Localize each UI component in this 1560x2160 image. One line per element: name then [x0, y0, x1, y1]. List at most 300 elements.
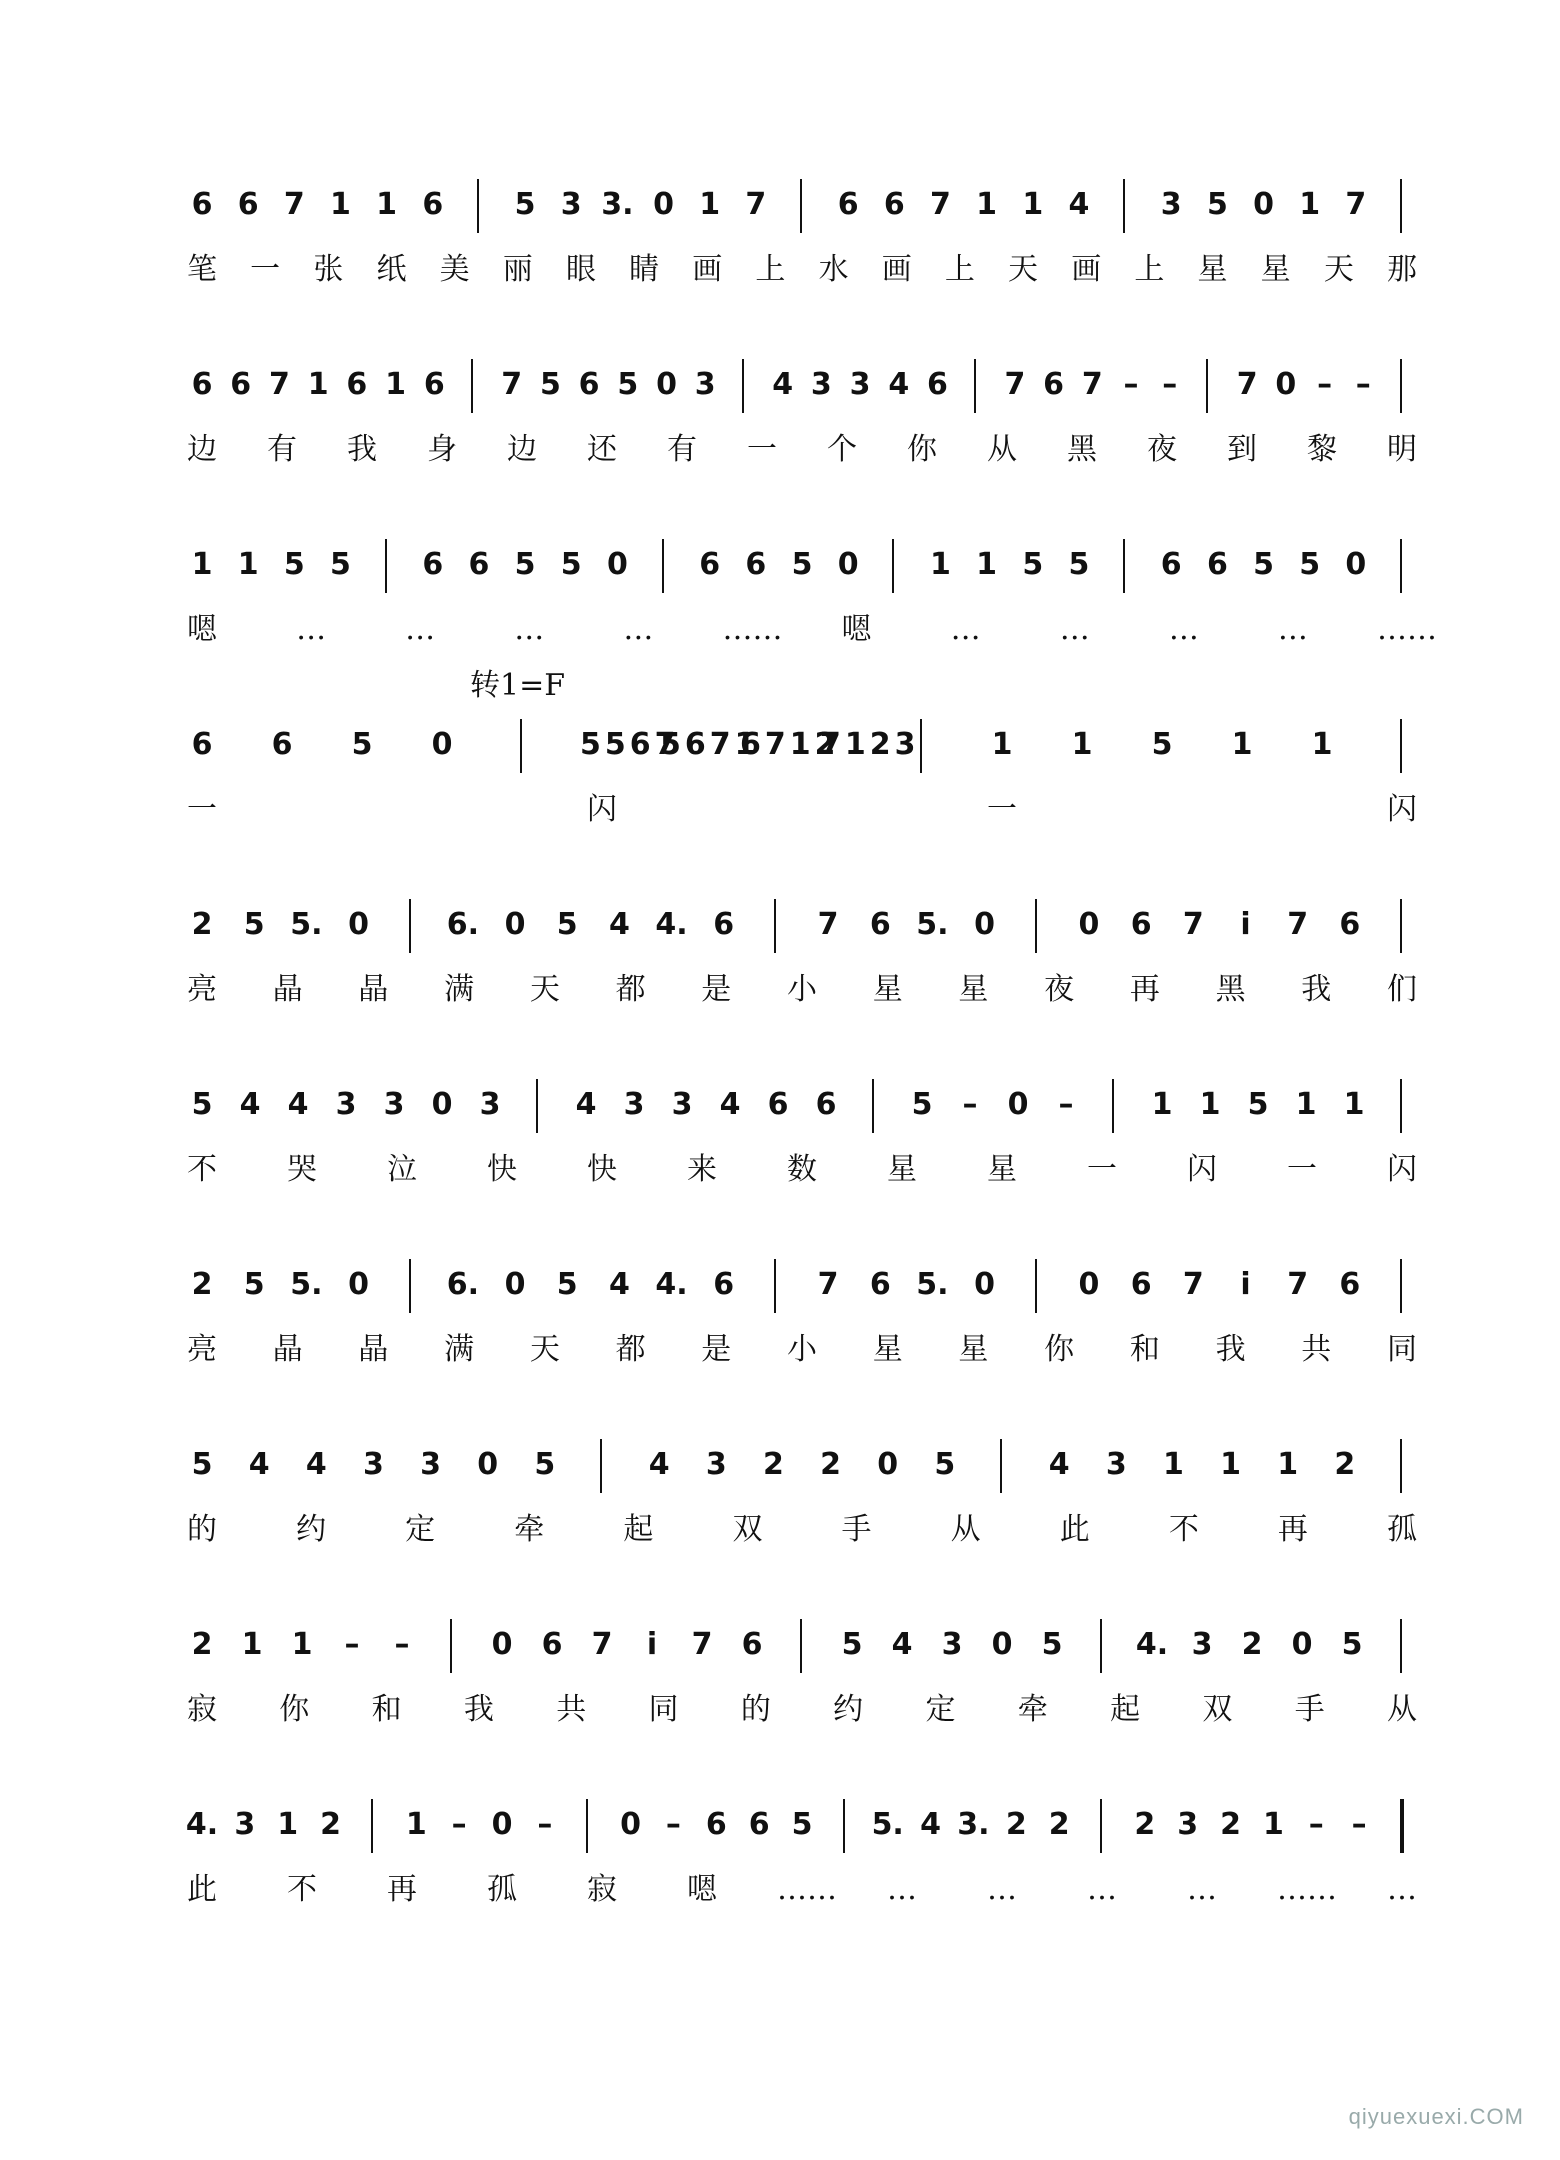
key-change-label: 转1=F	[470, 668, 566, 703]
lyric-line	[0, 965, 1560, 1015]
note: 0	[837, 547, 859, 582]
lyric-char: 一	[1287, 1152, 1317, 1187]
lyric-char: 上	[755, 252, 786, 287]
barline	[1400, 899, 1402, 953]
note: 6	[713, 1267, 735, 1302]
lyric-char: 从	[1387, 1692, 1417, 1727]
lyric-char: 双	[1202, 1692, 1233, 1727]
note: 6	[578, 367, 600, 402]
barline	[1400, 359, 1402, 413]
barline	[1400, 539, 1402, 593]
note: 5	[841, 1627, 863, 1662]
note: 0	[974, 907, 996, 942]
lyric-char: …	[1387, 1872, 1417, 1907]
lyric-char: 上	[1134, 252, 1165, 287]
note: 7	[1236, 367, 1258, 402]
lyric-char: 天	[529, 1332, 560, 1367]
barline	[742, 359, 744, 413]
lyric-char: 此	[1059, 1512, 1090, 1547]
barline	[1035, 899, 1037, 953]
barline	[409, 899, 411, 953]
barline	[371, 1799, 373, 1853]
note: 3	[1105, 1447, 1127, 1482]
note: 1	[976, 547, 998, 582]
note: 5	[243, 907, 265, 942]
note: 5	[560, 547, 582, 582]
lyric-char: 泣	[387, 1152, 417, 1187]
note: 1	[930, 547, 951, 582]
score-row	[0, 355, 1560, 535]
note: 5	[556, 1267, 578, 1302]
lyric-char: 一	[250, 252, 281, 287]
note: 4	[719, 1087, 741, 1122]
lyric-line	[0, 1505, 1560, 1555]
lyric-char: 定	[925, 1692, 956, 1727]
note: 6	[422, 187, 444, 222]
lyric-char: 天	[529, 972, 560, 1007]
note: 1	[1299, 187, 1321, 222]
note: 2	[320, 1807, 341, 1842]
lyric-char: …	[296, 612, 327, 647]
note: 7	[817, 907, 839, 942]
note: 6	[869, 1267, 891, 1302]
note: 0	[1275, 367, 1297, 402]
lyric-line	[0, 425, 1560, 475]
lyric-char: 孤	[487, 1872, 517, 1907]
note: 3	[1191, 1627, 1213, 1662]
note: 1	[991, 727, 1013, 762]
lyric-char: 一	[747, 432, 777, 467]
note: 6	[1043, 367, 1065, 402]
lyric-char: 星	[872, 1332, 903, 1367]
lyric-char: 一	[987, 792, 1017, 827]
lyric-char: …	[1277, 612, 1308, 647]
lyric-char: 笔	[187, 252, 217, 287]
score-row	[0, 1435, 1560, 1615]
note: 5	[243, 1267, 265, 1302]
note: 6	[741, 1627, 763, 1662]
barline	[1206, 359, 1208, 413]
note: 1	[307, 367, 329, 402]
note: 7	[930, 187, 951, 222]
lyric-char: 寂	[587, 1872, 617, 1907]
barline	[1123, 539, 1125, 593]
note-line	[0, 715, 1560, 775]
note: 7	[283, 187, 305, 222]
note: 4	[575, 1087, 597, 1122]
lyric-char: 星	[887, 1152, 917, 1187]
note: 5	[791, 547, 813, 582]
note-line	[0, 175, 1560, 235]
note: 0	[431, 727, 453, 762]
note: 5	[514, 547, 536, 582]
barline	[1400, 719, 1402, 773]
note: 7	[1345, 187, 1367, 222]
note: 0	[1253, 187, 1274, 222]
lyric-char: 数	[787, 1152, 817, 1187]
watermark: qiyuexuexi.COM	[1348, 2104, 1524, 2129]
score-row	[0, 895, 1560, 1075]
note: 1	[376, 187, 398, 222]
lyric-char: ……	[777, 1872, 837, 1907]
lyric-char: 我	[463, 1692, 494, 1727]
lyric-char: 闪	[587, 792, 617, 827]
note: 6	[237, 187, 259, 222]
note: 1	[976, 187, 998, 222]
note: –	[1317, 367, 1333, 402]
note: 1	[1162, 1447, 1184, 1482]
note: 2	[191, 1267, 213, 1302]
score-row	[0, 1255, 1560, 1435]
note: 4.	[655, 907, 688, 942]
lyric-char: 星	[872, 972, 903, 1007]
lyric-char: 共	[1301, 1332, 1332, 1367]
lyric-char: 个	[827, 432, 857, 467]
lyric-char: 一	[187, 792, 217, 827]
lyric-char: 画	[881, 252, 912, 287]
lyric-char: 闪	[1387, 1152, 1417, 1187]
note: 5	[283, 547, 305, 582]
note: 6	[927, 367, 948, 402]
lyric-char: 寂	[187, 1692, 217, 1727]
note: 5	[1151, 727, 1173, 762]
lyric-char: 边	[507, 432, 537, 467]
lyric-char: 夜	[1044, 972, 1075, 1007]
barline	[974, 359, 976, 413]
lyric-char: 哭	[287, 1152, 317, 1187]
note: 1	[1220, 1447, 1241, 1482]
note: 6	[713, 907, 735, 942]
note: 1	[699, 187, 721, 222]
note: 6	[1339, 1267, 1361, 1302]
note: 4.	[185, 1807, 219, 1842]
note: 7	[1182, 1267, 1204, 1302]
note: 4	[305, 1447, 327, 1482]
note: 4	[608, 1267, 630, 1302]
note: 5	[934, 1447, 956, 1482]
lyric-char: 睛	[629, 252, 660, 287]
lyric-char: 手	[1294, 1692, 1325, 1727]
note: 3.	[957, 1807, 990, 1842]
note: 1	[1151, 1087, 1173, 1122]
note: 3	[420, 1447, 441, 1482]
note: 2	[1241, 1627, 1263, 1662]
note: 5	[911, 1087, 933, 1122]
note: 1	[237, 547, 259, 582]
note: 6	[1130, 907, 1152, 942]
lyric-char: 星	[987, 1152, 1017, 1187]
note: 6	[1130, 1267, 1152, 1302]
note: 4	[1048, 1447, 1070, 1482]
note: 6	[815, 1087, 837, 1122]
lyric-char: 再	[1129, 972, 1160, 1007]
lyric-char: …	[623, 612, 654, 647]
note: –	[1355, 367, 1371, 402]
note: 0	[606, 547, 628, 582]
note: 6712	[740, 727, 840, 762]
note: 6	[191, 367, 213, 402]
note: i	[646, 1627, 658, 1662]
note: 6	[883, 187, 905, 222]
lyric-char: 同	[1387, 1332, 1417, 1367]
note: 1	[277, 1807, 299, 1842]
note: 5	[1247, 1087, 1269, 1122]
note: –	[1308, 1807, 1324, 1842]
lyric-char: 孤	[1387, 1512, 1417, 1547]
lyric-char: 们	[1387, 972, 1417, 1007]
note: 4.	[655, 1267, 688, 1302]
lyric-char: ……	[1377, 612, 1437, 647]
note: 5	[1068, 547, 1090, 582]
lyric-char: …	[987, 1872, 1017, 1907]
note: 0	[348, 907, 369, 942]
note: 0	[877, 1447, 899, 1482]
lyric-char: 你	[1044, 1332, 1075, 1367]
lyric-char: 黑	[1067, 432, 1097, 467]
note: 4	[1068, 187, 1090, 222]
note: –	[394, 1627, 410, 1662]
note: 5	[534, 1447, 556, 1482]
note: 2	[1334, 1447, 1356, 1482]
lyric-char: …	[405, 612, 436, 647]
note: 2	[191, 907, 213, 942]
note: 5.	[916, 1267, 949, 1302]
note: 0	[504, 1267, 526, 1302]
barline	[477, 179, 479, 233]
barline	[600, 1439, 602, 1493]
lyric-char: 画	[692, 252, 723, 287]
barline	[409, 1259, 411, 1313]
score-row	[0, 1075, 1560, 1255]
note: 0	[431, 1087, 453, 1122]
note: 7	[817, 1267, 839, 1302]
barline	[1112, 1079, 1114, 1133]
note: 3	[1160, 187, 1182, 222]
barline	[662, 539, 664, 593]
barline	[1400, 1079, 1402, 1133]
lyric-char: 星	[1197, 252, 1228, 287]
note: 0	[1007, 1087, 1029, 1122]
lyric-char: 从	[987, 432, 1017, 467]
note: 5567	[580, 727, 680, 762]
note: 0	[477, 1447, 499, 1482]
note: 7	[501, 367, 523, 402]
barline	[1400, 1259, 1402, 1313]
note: 6	[837, 187, 859, 222]
lyric-char: 不	[187, 1152, 217, 1187]
note: 1	[1295, 1087, 1317, 1122]
note: 5	[617, 367, 639, 402]
note: 3	[335, 1087, 357, 1122]
note: 1	[1071, 727, 1093, 762]
lyric-char: 嗯	[841, 612, 872, 647]
note: 4.	[1135, 1627, 1169, 1662]
score-row	[0, 175, 1560, 355]
lyric-char: 画	[1071, 252, 1102, 287]
note: 6	[423, 367, 445, 402]
note-line	[0, 895, 1560, 955]
lyric-char: 不	[287, 1872, 317, 1907]
barline	[774, 1259, 776, 1313]
note: 6	[346, 367, 368, 402]
lyric-char: …	[514, 612, 545, 647]
note: 0	[504, 907, 526, 942]
note: 4	[648, 1447, 670, 1482]
score-row	[0, 1795, 1560, 1975]
final-barline	[1400, 1799, 1404, 1853]
note: 1	[385, 367, 406, 402]
note: 3	[694, 367, 716, 402]
note-line	[0, 355, 1560, 415]
note: i	[1240, 1267, 1251, 1302]
barline	[1000, 1439, 1002, 1493]
barline	[1100, 1619, 1102, 1673]
note: 7123	[820, 727, 920, 762]
note: 5671	[660, 727, 760, 762]
note: 1	[241, 1627, 263, 1662]
note-line	[0, 1435, 1560, 1495]
lyric-char: 是	[701, 972, 732, 1007]
lyric-char: 小	[787, 972, 817, 1007]
lyric-char: 牵	[514, 1512, 545, 1547]
lyric-char: 上	[944, 252, 975, 287]
note: 0	[974, 1267, 996, 1302]
note: 5	[1022, 547, 1044, 582]
lyric-char: ……	[722, 612, 783, 647]
note: 3	[671, 1087, 693, 1122]
lyric-char: 和	[1129, 1332, 1160, 1367]
note: 3	[560, 187, 582, 222]
lyric-char: 满	[444, 972, 475, 1007]
note: 5.	[916, 907, 949, 942]
note: 2	[1134, 1807, 1156, 1842]
note: 5	[1253, 547, 1274, 582]
lyric-char: …	[950, 612, 981, 647]
note: 7	[1081, 367, 1103, 402]
note: 3	[479, 1087, 501, 1122]
barline	[520, 719, 522, 773]
note: 3	[810, 367, 832, 402]
lyric-char: 牵	[1017, 1692, 1048, 1727]
note: 5	[556, 907, 578, 942]
barline	[843, 1799, 845, 1853]
lyric-char: …	[1187, 1872, 1217, 1907]
lyric-char: 起	[623, 1512, 654, 1547]
note: 6	[767, 1087, 789, 1122]
note: 3	[705, 1447, 727, 1482]
barline	[1123, 179, 1125, 233]
lyric-char: …	[887, 1872, 917, 1907]
note: –	[1162, 367, 1178, 402]
note: 4	[891, 1627, 913, 1662]
note: 3	[234, 1807, 256, 1842]
barline	[1100, 1799, 1102, 1853]
lyric-char: 我	[1215, 1332, 1246, 1367]
lyric-char: 那	[1387, 252, 1417, 287]
note: 2	[820, 1447, 841, 1482]
note: 6	[748, 1807, 770, 1842]
note: 1	[1277, 1447, 1299, 1482]
note: 1	[1199, 1087, 1221, 1122]
note: 1	[1262, 1807, 1284, 1842]
lyric-char: 到	[1227, 432, 1257, 467]
lyric-char: 再	[387, 1872, 417, 1907]
note: 2	[1220, 1807, 1241, 1842]
note: 5	[351, 727, 373, 762]
note: 3.	[601, 187, 634, 222]
note: 5	[1041, 1627, 1063, 1662]
lyric-char: 都	[615, 972, 646, 1007]
note: 2	[1005, 1807, 1027, 1842]
note: 5	[539, 367, 561, 402]
lyric-line	[0, 605, 1560, 655]
lyric-char: 张	[313, 252, 344, 287]
lyric-char: 晶	[358, 1332, 389, 1367]
note: 5	[191, 1447, 213, 1482]
barline	[471, 359, 473, 413]
note: 4	[239, 1087, 261, 1122]
note: 4	[888, 367, 910, 402]
note: 6	[1206, 547, 1228, 582]
lyric-char: 约	[833, 1692, 864, 1727]
lyric-char: 还	[587, 432, 617, 467]
note: 1	[1231, 727, 1253, 762]
lyric-char: 定	[405, 1512, 436, 1547]
lyric-char: 来	[687, 1152, 717, 1187]
lyric-char: ……	[1277, 1872, 1337, 1907]
note: 6.	[446, 1267, 479, 1302]
note: 5.	[290, 907, 323, 942]
note: 1	[291, 1627, 313, 1662]
lyric-line	[0, 245, 1560, 295]
score-row	[0, 715, 1560, 895]
lyric-char: 晶	[272, 1332, 303, 1367]
note: 0	[1291, 1627, 1313, 1662]
note: 7	[1287, 1267, 1309, 1302]
lyric-char: 丽	[502, 252, 533, 287]
note: 1	[1022, 187, 1044, 222]
note: 0	[491, 1627, 513, 1662]
lyric-char: 嗯	[187, 612, 217, 647]
lyric-char: 此	[187, 1872, 217, 1907]
lyric-char: 你	[907, 432, 937, 467]
note: –	[1123, 367, 1139, 402]
note: 4	[772, 367, 794, 402]
note: –	[344, 1627, 360, 1662]
lyric-char: 有	[267, 432, 297, 467]
note: 6.	[446, 907, 479, 942]
note: –	[1058, 1087, 1074, 1122]
note: 6	[191, 187, 213, 222]
lyric-char: 从	[950, 1512, 981, 1547]
note: 7	[1287, 907, 1309, 942]
lyric-char: 明	[1387, 432, 1417, 467]
lyric-char: 夜	[1147, 432, 1177, 467]
lyric-char: 快	[487, 1152, 517, 1187]
note: i	[1240, 907, 1251, 942]
note: 2	[762, 1447, 784, 1482]
note-line	[0, 535, 1560, 595]
lyric-char: …	[1168, 612, 1199, 647]
lyric-char: …	[1087, 1872, 1117, 1907]
lyric-char: 纸	[376, 252, 407, 287]
note: 6	[745, 547, 767, 582]
note: 0	[348, 1267, 369, 1302]
lyric-char: 小	[787, 1332, 817, 1367]
note: 0	[653, 187, 674, 222]
lyric-char: 约	[296, 1512, 327, 1547]
note: 6	[869, 907, 891, 942]
